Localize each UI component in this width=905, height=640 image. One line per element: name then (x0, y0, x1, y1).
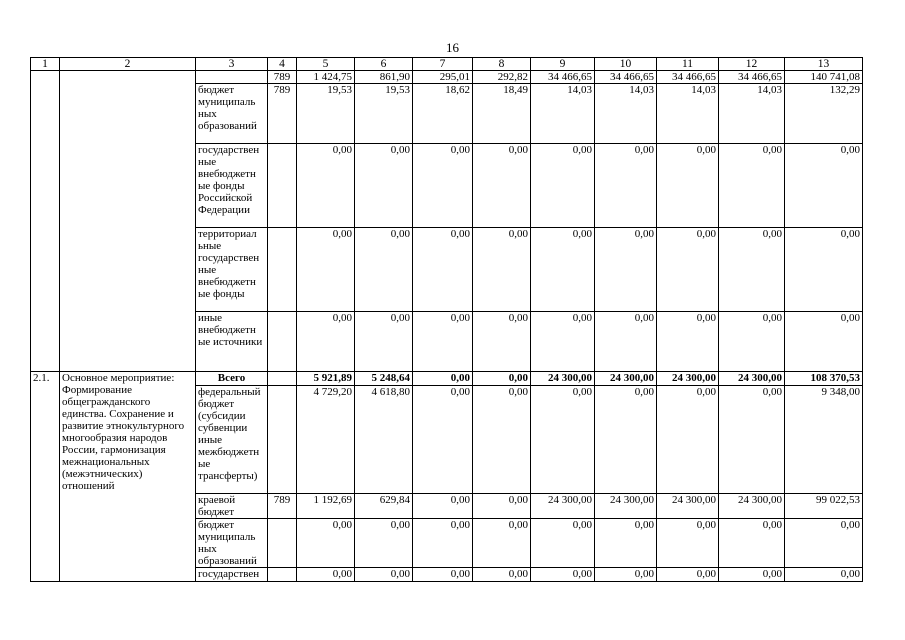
amount-cell: 18,62 (413, 84, 473, 144)
table-body (31, 58, 863, 582)
amount-cell: 0,00 (413, 494, 473, 519)
grbs-code: 789 (268, 494, 297, 519)
funding-source (196, 71, 268, 84)
amount-cell: 0,00 (595, 144, 657, 228)
column-header: 3 (196, 58, 268, 71)
section-title-cell (60, 71, 196, 372)
amount-cell: 34 466,65 (719, 71, 785, 84)
grbs-code: 789 (268, 71, 297, 84)
page-number: 16 (446, 40, 459, 55)
amount-cell: 0,00 (719, 519, 785, 568)
column-header: 10 (595, 58, 657, 71)
amount-cell: 24 300,00 (719, 372, 785, 386)
amount-cell: 0,00 (595, 312, 657, 372)
funding-source: государствен (196, 568, 268, 582)
amount-cell: 0,00 (355, 519, 413, 568)
amount-cell: 0,00 (595, 568, 657, 582)
funding-source: бюджет муниципаль ных образований (196, 84, 268, 144)
amount-cell: 0,00 (595, 519, 657, 568)
funding-source: Всего (196, 372, 268, 386)
column-header: 11 (657, 58, 719, 71)
amount-cell: 0,00 (785, 568, 863, 582)
amount-cell: 0,00 (355, 228, 413, 312)
amount-cell: 0,00 (413, 228, 473, 312)
amount-cell: 0,00 (297, 519, 355, 568)
amount-cell: 1 192,69 (297, 494, 355, 519)
column-header: 4 (268, 58, 297, 71)
amount-cell: 0,00 (719, 312, 785, 372)
amount-cell: 14,03 (595, 84, 657, 144)
amount-cell: 19,53 (297, 84, 355, 144)
amount-cell: 4 618,80 (355, 386, 413, 494)
amount-cell: 0,00 (413, 372, 473, 386)
grbs-code: 789 (268, 84, 297, 144)
amount-cell: 0,00 (413, 519, 473, 568)
amount-cell: 0,00 (657, 519, 719, 568)
amount-cell: 0,00 (473, 568, 531, 582)
amount-cell: 0,00 (297, 144, 355, 228)
section-number-cell (31, 71, 60, 372)
amount-cell: 5 921,89 (297, 372, 355, 386)
amount-cell: 0,00 (657, 386, 719, 494)
funding-source: территориал ьные государствен ные внебюджетн ые фонды (196, 228, 268, 312)
amount-cell: 0,00 (595, 386, 657, 494)
amount-cell: 295,01 (413, 71, 473, 84)
amount-cell: 0,00 (531, 312, 595, 372)
amount-cell: 0,00 (531, 144, 595, 228)
column-header: 1 (31, 58, 60, 71)
amount-cell: 292,82 (473, 71, 531, 84)
amount-cell: 0,00 (413, 144, 473, 228)
amount-cell: 0,00 (785, 228, 863, 312)
column-header: 2 (60, 58, 196, 71)
amount-cell: 0,00 (413, 312, 473, 372)
column-header: 5 (297, 58, 355, 71)
amount-cell: 629,84 (355, 494, 413, 519)
amount-cell: 0,00 (657, 228, 719, 312)
amount-cell: 99 022,53 (785, 494, 863, 519)
amount-cell: 0,00 (473, 312, 531, 372)
amount-cell: 0,00 (719, 386, 785, 494)
amount-cell: 0,00 (719, 144, 785, 228)
funding-source: бюджет муниципаль ных образований (196, 519, 268, 568)
amount-cell: 14,03 (719, 84, 785, 144)
amount-cell: 14,03 (531, 84, 595, 144)
amount-cell: 19,53 (355, 84, 413, 144)
amount-cell: 0,00 (657, 144, 719, 228)
grbs-code (268, 568, 297, 582)
amount-cell: 0,00 (413, 386, 473, 494)
amount-cell: 0,00 (297, 228, 355, 312)
amount-cell: 24 300,00 (531, 494, 595, 519)
column-header: 12 (719, 58, 785, 71)
amount-cell: 140 741,08 (785, 71, 863, 84)
amount-cell: 0,00 (531, 386, 595, 494)
amount-cell: 0,00 (355, 312, 413, 372)
amount-cell: 0,00 (297, 568, 355, 582)
amount-cell: 0,00 (473, 386, 531, 494)
amount-cell: 0,00 (719, 228, 785, 312)
amount-cell: 4 729,20 (297, 386, 355, 494)
amount-cell: 14,03 (657, 84, 719, 144)
amount-cell: 0,00 (473, 519, 531, 568)
amount-cell: 0,00 (297, 312, 355, 372)
section-number: 2.1. (31, 372, 60, 582)
amount-cell: 0,00 (595, 228, 657, 312)
grbs-code (268, 312, 297, 372)
amount-cell: 132,29 (785, 84, 863, 144)
funding-source: иные внебюджетн ые источники (196, 312, 268, 372)
funding-source: государствен ные внебюджетн ые фонды Российской Федерации (196, 144, 268, 228)
grbs-code (268, 144, 297, 228)
column-header: 6 (355, 58, 413, 71)
amount-cell: 108 370,53 (785, 372, 863, 386)
column-header: 7 (413, 58, 473, 71)
amount-cell: 0,00 (531, 568, 595, 582)
amount-cell: 24 300,00 (595, 372, 657, 386)
funding-source: краевой бюджет (196, 494, 268, 519)
amount-cell: 24 300,00 (531, 372, 595, 386)
amount-cell: 0,00 (657, 568, 719, 582)
amount-cell: 24 300,00 (595, 494, 657, 519)
amount-cell: 0,00 (785, 519, 863, 568)
amount-cell: 0,00 (473, 494, 531, 519)
amount-cell: 34 466,65 (657, 71, 719, 84)
table-row (31, 372, 863, 386)
amount-cell: 0,00 (719, 568, 785, 582)
amount-cell: 18,49 (473, 84, 531, 144)
budget-table (30, 57, 863, 582)
amount-cell: 0,00 (413, 568, 473, 582)
amount-cell: 0,00 (531, 228, 595, 312)
amount-cell: 0,00 (473, 372, 531, 386)
column-header: 9 (531, 58, 595, 71)
amount-cell: 24 300,00 (719, 494, 785, 519)
column-header: 8 (473, 58, 531, 71)
amount-cell: 5 248,64 (355, 372, 413, 386)
amount-cell: 1 424,75 (297, 71, 355, 84)
amount-cell: 0,00 (473, 228, 531, 312)
amount-cell: 0,00 (473, 144, 531, 228)
table-row (31, 71, 863, 84)
amount-cell: 9 348,00 (785, 386, 863, 494)
grbs-code (268, 372, 297, 386)
amount-cell: 0,00 (657, 312, 719, 372)
grbs-code (268, 386, 297, 494)
amount-cell: 24 300,00 (657, 494, 719, 519)
section-title: Основное мероприятие: Формирование общегражданского единства. Сохранение и развитие этнокультурного многообразия народов России, гармонизация межнациональных (межэтнических) отношений (60, 372, 196, 582)
amount-cell: 0,00 (531, 519, 595, 568)
column-header: 13 (785, 58, 863, 71)
amount-cell: 861,90 (355, 71, 413, 84)
amount-cell: 0,00 (785, 312, 863, 372)
column-header-row (31, 58, 863, 71)
amount-cell: 34 466,65 (595, 71, 657, 84)
funding-source: федеральный бюджет (субсидии субвенции иные межбюджетн ые трансферты) (196, 386, 268, 494)
grbs-code (268, 228, 297, 312)
grbs-code (268, 519, 297, 568)
amount-cell: 0,00 (355, 144, 413, 228)
amount-cell: 34 466,65 (531, 71, 595, 84)
amount-cell: 24 300,00 (657, 372, 719, 386)
amount-cell: 0,00 (785, 144, 863, 228)
amount-cell: 0,00 (355, 568, 413, 582)
